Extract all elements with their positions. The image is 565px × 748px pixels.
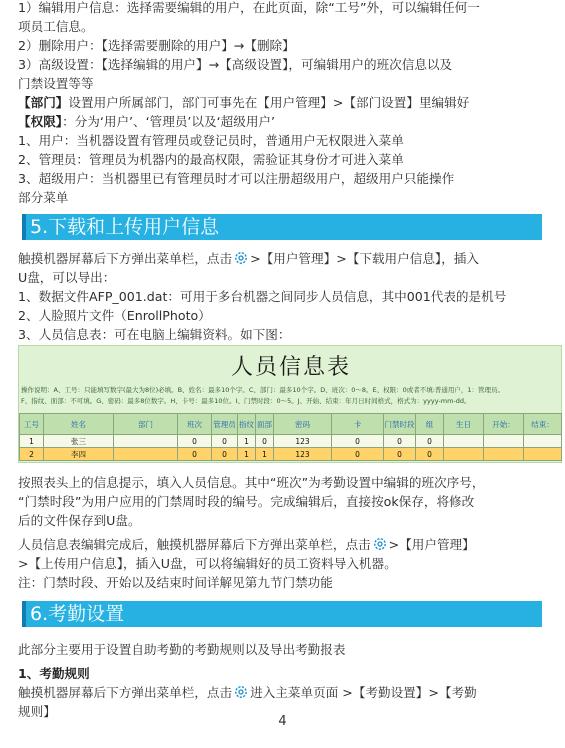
table-cell: 1 — [20, 435, 44, 448]
perm-item: 部分菜单 — [18, 190, 69, 205]
gear-icon — [233, 684, 249, 700]
table-header: 部门 — [114, 414, 178, 435]
s5-line — [18, 249, 558, 268]
perm-item: 1、用户：当机器设置有管理员或登记员时，普通用户无权限进入菜单 — [18, 133, 404, 148]
s5-line: 3、人员信息表：可在电脑上编辑资料。如下图： — [18, 327, 291, 342]
spreadsheet-image — [18, 345, 562, 463]
table-row — [20, 435, 562, 448]
sheet-title: 人员信息表 — [230, 355, 351, 380]
table-header-row — [20, 414, 562, 435]
text-line: 2）删除用户：【选择需要删除的用户】→【删除】 — [18, 38, 295, 53]
table-cell: 2 — [20, 448, 44, 461]
dept-heading: 【部门】 — [18, 95, 69, 110]
table-cell: 1 — [238, 435, 256, 448]
perm-line — [18, 112, 558, 131]
table-cell: 0 — [416, 435, 444, 448]
table-cell: 0 — [178, 435, 212, 448]
s6-text: 触摸机器屏幕后下方弹出菜单栏，点击 — [18, 685, 233, 700]
table-cell: 0 — [384, 448, 416, 461]
s6-line — [18, 683, 558, 702]
perm-item: 3、超级用户：当机器里已有管理员时才可以注册超级用户，超级用户只能操作 — [18, 171, 455, 186]
note-line: 注：门禁时段、开始以及结束时间详解见第九节门禁功能 — [18, 575, 333, 590]
perm-heading: 【权限】 — [18, 114, 63, 129]
table-cell: 0 — [256, 435, 274, 448]
table-cell — [444, 448, 484, 461]
table-header: 门禁时段 — [384, 414, 416, 435]
table-cell — [524, 435, 562, 448]
table-cell: 0 — [212, 448, 238, 461]
table-cell — [114, 435, 178, 448]
table-header: 工号 — [20, 414, 44, 435]
table-header: 指纹 — [238, 414, 256, 435]
table-cell: 0 — [178, 448, 212, 461]
table-header: 开始： — [484, 414, 524, 435]
table-cell: 0 — [416, 448, 444, 461]
text-line: “门禁时段”为用户应用的门禁周时段的编号。完成编辑后，直接按ok保存，将修改 — [18, 494, 475, 509]
table-cell — [484, 435, 524, 448]
table-cell — [484, 448, 524, 461]
s6-text: 进入主菜单页面 >【考勤设置】>【考勤 — [250, 685, 477, 700]
table-cell — [444, 435, 484, 448]
s6-subheading: 1、考勤规则 — [18, 666, 90, 681]
upload-line — [18, 535, 558, 554]
sheet-note: F、指纹、面部：不可填。G、密码：最多8位数字。H、卡号：最多10位。I、门禁时段：0～5。J、开始、结束：年月日时间格式，格式为：yyyy-mm-dd。 — [21, 397, 471, 405]
text-line: 项员工信息。 — [18, 19, 94, 34]
dept-line — [18, 93, 558, 112]
table-header: 管理员 — [212, 414, 238, 435]
table-cell: 李四 — [44, 448, 114, 461]
s5-line: U盘，可以导出： — [18, 270, 116, 285]
text-line: 按照表头上的信息提示，填入人员信息。其中“班次”为考勤设置中编辑的班次序号， — [18, 475, 485, 490]
s6-intro: 此部分主要用于设置自助考勤的考勤规则以及导出考勤报表 — [18, 642, 346, 657]
table-header: 班次 — [178, 414, 212, 435]
table-cell: 0 — [384, 435, 416, 448]
table-cell: 0 — [212, 435, 238, 448]
perm-item: 2、管理员：管理员为机器内的最高权限，需验证其身份才可进入菜单 — [18, 152, 404, 167]
table-header: 密码 — [274, 414, 332, 435]
upload-text: 人员信息表编辑完成后，触摸机器屏幕后下方弹出菜单栏，点击 — [18, 537, 371, 552]
table-cell: 123 — [274, 435, 332, 448]
table-cell: 1 — [238, 448, 256, 461]
upload-line: >【上传用户信息】，插入U盘，可以将编辑好的员工资料导入机器。 — [18, 556, 397, 571]
table-header: 组 — [416, 414, 444, 435]
section-header-5: 5.下载和上传用户信息 — [22, 214, 542, 240]
table-cell — [114, 448, 178, 461]
table-header: 姓名 — [44, 414, 114, 435]
section-header-6: 6.考勤设置 — [22, 601, 542, 627]
perm-text: ：分为‘用户’、‘管理员’以及‘超级用户’ — [62, 114, 276, 129]
dept-text: 设置用户所属部门，部门可事先在【用户管理】>【部门设置】里编辑好 — [68, 95, 470, 110]
gear-icon — [233, 250, 249, 266]
text-line: 1）编辑用户信息：选择需要编辑的用户，在此页面，除“工号”外，可以编辑任何一 — [18, 0, 480, 15]
table-cell: 123 — [274, 448, 332, 461]
table-cell: 1 — [256, 448, 274, 461]
table-row — [20, 448, 562, 461]
page-number: 4 — [278, 714, 287, 729]
table-cell: 0 — [332, 448, 384, 461]
user-table — [19, 413, 562, 461]
table-cell: 张三 — [44, 435, 114, 448]
s5-line: 2、人脸照片文件（EnrollPhoto） — [18, 308, 211, 323]
s6-line: 规则】 — [18, 704, 56, 719]
s5-text: 触摸机器屏幕后下方弹出菜单栏，点击 — [18, 251, 233, 266]
sheet-note: 操作说明：A、工号：只能填写数字(最大为8位)必填。B、姓名：最多10个字。C、部门：最多10个字。D、班次：0～8。E、权限：0或者不填:普通用户，1：管理员。 — [21, 386, 505, 394]
text-line: 3）高级设置：【选择编辑的用户】→【高级设置】，可编辑用户的班次信息以及 — [18, 57, 453, 72]
table-header: 面部 — [256, 414, 274, 435]
s5-text: >【用户管理】>【下载用户信息】，插入 — [250, 251, 479, 266]
table-cell: 0 — [332, 435, 384, 448]
table-header: 卡 — [332, 414, 384, 435]
text-line: 后的文件保存到U盘。 — [18, 513, 141, 528]
s5-line: 1、数据文件AFP_001.dat：可用于多台机器之间同步人员信息，其中001代表的是机号 — [18, 289, 507, 304]
text-line: 门禁设置等等 — [18, 76, 94, 91]
table-header: 生日 — [444, 414, 484, 435]
table-header: 结束： — [524, 414, 562, 435]
table-cell — [524, 448, 562, 461]
gear-icon — [372, 536, 388, 552]
upload-text: >【用户管理】 — [388, 537, 475, 552]
